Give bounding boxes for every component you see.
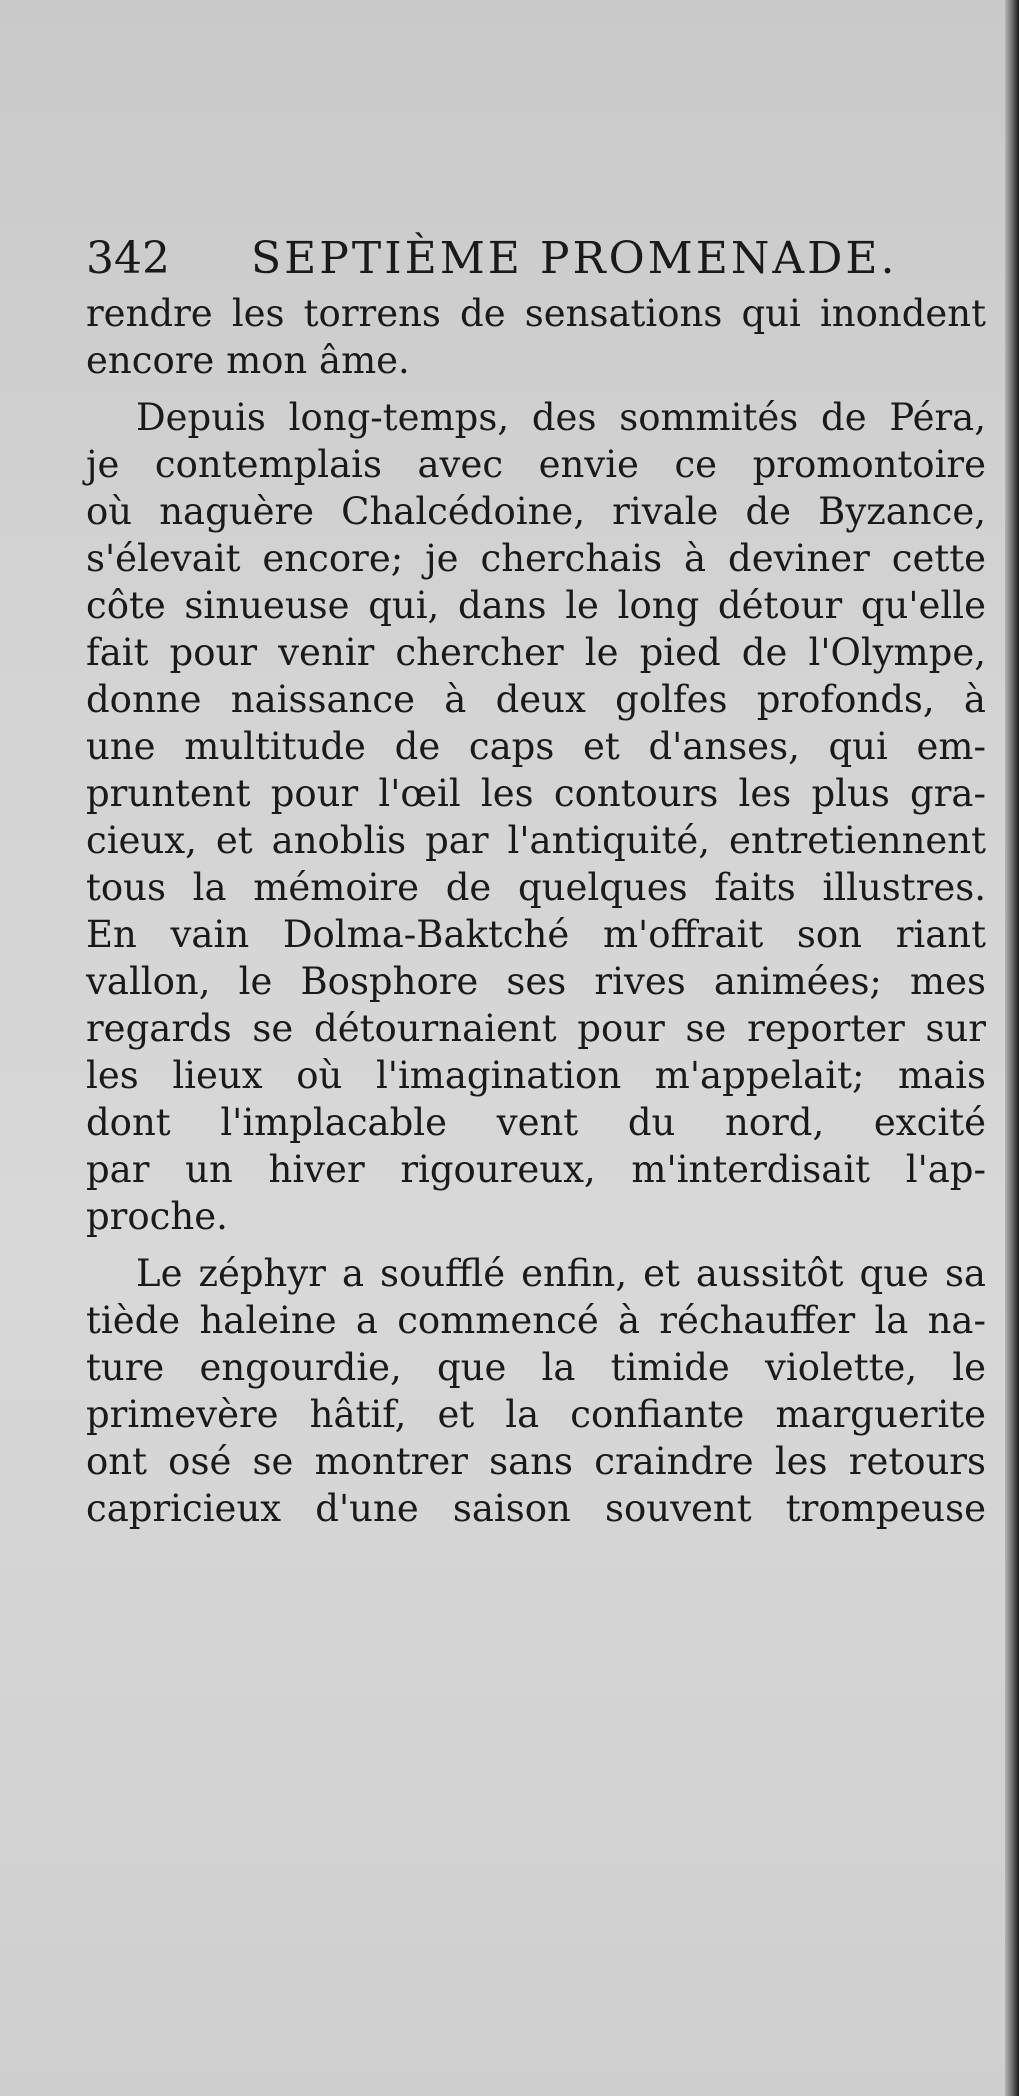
text-line: ont osé se montrer sans craindre les retours: [86, 1440, 986, 1483]
running-head: [86, 228, 986, 290]
running-head-title: SEPTIÈME PROMENADE.: [251, 233, 898, 284]
text-line: tiède haleine a commencé à réchauffer la na-: [86, 1299, 986, 1342]
text-line: proche.: [86, 1195, 228, 1238]
text-line: Le zéphyr a soufflé enfin, et aussitôt que sa: [136, 1252, 986, 1295]
text-line: En vain Dolma-Baktché m'offrait son riant: [86, 913, 986, 956]
text-line: rendre les torrens de sensations qui inondent: [86, 292, 986, 335]
text-line: s'élevait encore; je cherchais à deviner cette: [86, 537, 986, 580]
text-line: fait pour venir chercher le pied de l'Olympe,: [86, 631, 986, 674]
text-line: par un hiver rigoureux, m'interdisait l'ap-: [86, 1148, 986, 1191]
text-line: ture engourdie, que la timide violette, le: [86, 1346, 986, 1389]
text-line: primevère hâtif, et la confiante marguerite: [86, 1393, 986, 1436]
text-line: donne naissance à deux golfes profonds, à: [86, 678, 986, 721]
page-content: [86, 228, 986, 1532]
page-number: 342: [86, 233, 170, 284]
paragraph-1: [86, 290, 986, 384]
text-line: cieux, et anoblis par l'antiquité, entretiennent: [86, 819, 986, 862]
text-line: regards se détournaient pour se reporter sur: [86, 1007, 986, 1050]
text-line: je contemplais avec envie ce promontoire: [86, 443, 986, 486]
text-line: capricieux d'une saison souvent trompeuse: [86, 1487, 986, 1530]
text-line: encore mon âme.: [86, 339, 410, 382]
text-line: côte sinueuse qui, dans le long détour qu'elle: [86, 584, 986, 627]
text-line: tous la mémoire de quelques faits illustres.: [86, 866, 986, 909]
paragraph-3: [86, 1250, 986, 1532]
text-line: dont l'implacable vent du nord, excité: [86, 1101, 986, 1144]
text-line: une multitude de caps et d'anses, qui em-: [86, 725, 986, 768]
text-line: les lieux où l'imagination m'appelait; mais: [86, 1054, 986, 1097]
paragraph-2: [86, 394, 986, 1240]
text-line: Depuis long-temps, des sommités de Péra,: [136, 396, 986, 439]
page-edge-shadow: [1005, 0, 1019, 2096]
text-line: pruntent pour l'œil les contours les plus gra-: [86, 772, 986, 815]
text-line: vallon, le Bosphore ses rives animées; mes: [86, 960, 986, 1003]
text-line: où naguère Chalcédoine, rivale de Byzance,: [86, 490, 986, 533]
